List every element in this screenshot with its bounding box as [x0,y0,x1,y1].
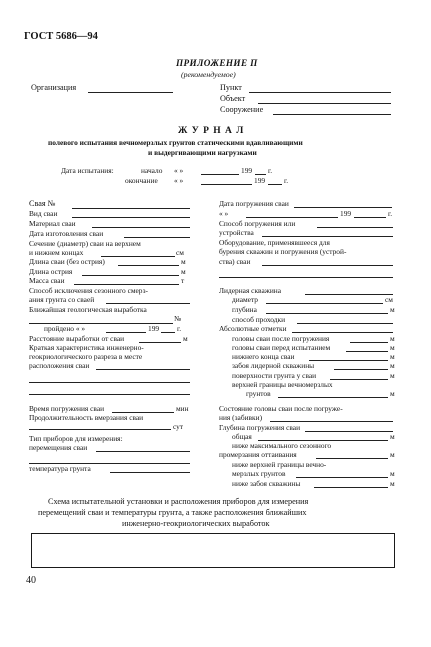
leader-diameter-unit: см [385,295,393,304]
below-upper-boundary-field[interactable] [296,477,388,478]
leader-bottom-field[interactable] [334,369,388,370]
below-well-bottom-unit: м [390,479,395,488]
drilling-method-label: способ проходки [232,315,286,324]
frost-method-label-line1: Способ исключения сезонного смерз- [29,286,148,295]
lower-end-field[interactable] [309,360,388,361]
test-start-month-field[interactable] [201,174,239,175]
well-distance-field[interactable] [139,342,181,343]
leader-well-field[interactable] [305,294,393,295]
ground-surface-field[interactable] [330,379,388,380]
test-start-date: « » [174,166,184,175]
appendix-title: ПРИЛОЖЕНИЕ П [176,58,258,68]
point-label: Пункт [220,83,242,92]
passed-year: 199 [148,324,160,333]
freezing-duration-unit: сут [173,422,184,431]
nearest-well-number-sign: № [174,314,182,323]
test-start-year-field[interactable] [255,174,266,175]
ground-surface-label: поверхности грунта у сваи [232,371,317,380]
scheme-drawing-area[interactable] [31,533,395,568]
driving-method-field-line1[interactable] [317,227,393,228]
drilling-method-field[interactable] [297,323,393,324]
manufacture-date-field[interactable] [124,237,190,238]
brief-description-field-line3[interactable] [29,394,190,395]
driving-method-field-line2[interactable] [262,236,393,237]
ground-temperature-instrument-field[interactable] [110,472,190,473]
pile-section-field[interactable] [101,256,175,257]
manufacture-date-label: Дата изготовления сваи [29,229,104,238]
head-after-driving-label: головы сваи после погружения [232,334,330,343]
below-seasonal-unit: м [390,450,395,459]
equipment-field-line2[interactable] [219,277,393,278]
thaw-layer-label: промерзания оттаивания [219,450,297,459]
test-end-month-field[interactable] [201,184,252,185]
absolute-marks-field[interactable] [292,332,393,333]
permafrost-top-field[interactable] [278,397,388,398]
head-before-test-unit: м [390,343,395,352]
driving-date-year-unit: г. [388,209,393,218]
equipment-label-line3: ства) сваи [219,257,251,266]
driving-date-month-field[interactable] [246,217,338,218]
leader-depth-field[interactable] [266,313,388,314]
equipment-field-line1[interactable] [262,265,393,266]
total-depth-unit: м [390,432,395,441]
driving-method-label-line1: Способ погружения или [219,219,296,228]
below-upper-boundary-unit: м [390,469,395,478]
leader-depth-label: глубина [232,305,257,314]
test-date-label: Дата испытания: [61,166,114,175]
scheme-caption-line1: Схема испытательной установки и расположения приборов для измерения [48,497,309,506]
test-start-year-unit: г. [268,166,273,175]
head-before-test-field[interactable] [346,351,388,352]
passed-year-unit: г. [177,324,182,333]
leader-bottom-unit: м [390,361,395,370]
driving-depth-field[interactable] [305,431,393,432]
pile-section-unit: см [176,248,184,257]
pile-length-field[interactable] [118,265,179,266]
head-after-driving-unit: м [390,334,395,343]
organization-label: Организация [31,83,77,92]
leader-diameter-field[interactable] [266,303,383,304]
frost-method-field[interactable] [106,303,190,304]
equipment-label-line2: бурения скважин и погружения (устрой- [219,247,347,256]
test-end-date: « » [174,176,184,185]
journal-description-line2: и выдергивающими нагрузками [148,148,257,157]
ground-temperature-instrument-label: температура грунта [29,464,91,473]
driving-date-day: « » [219,209,229,218]
freezing-duration-label: Продолжительность вмерзания сваи [29,413,144,422]
frost-method-label-line2: ания грунта со сваей [29,295,95,304]
test-end-year: 199 [254,176,266,185]
below-well-bottom-label: ниже забоя скважины [232,479,301,488]
driving-date-year: 199 [340,209,352,218]
driving-time-label: Время погружения сваи [29,404,105,413]
pile-mass-unit: т [181,276,185,285]
below-upper-boundary-label-line2: мерзлых грунтов [232,469,286,478]
structure-label: Сооружение [220,105,264,114]
object-label: Объект [220,94,246,103]
scheme-caption-line2: перемещений сваи и температуры грунта, а также расположения ближайших [38,508,307,517]
structure-field[interactable] [273,114,391,115]
appendix-subtitle: (рекомендуемое) [181,70,236,79]
tip-length-label: Длина острия [29,267,73,276]
test-end-year-unit: г. [284,176,289,185]
pile-mass-field[interactable] [74,284,179,285]
test-start-year: 199 [241,166,253,175]
brief-description-label-line2: геокриологического разреза в месте [29,352,143,361]
well-distance-label: Расстояние выработки от сваи [29,334,125,343]
pile-section-label-line1: Сечение (диаметр) сваи на верхнем [29,239,141,248]
absolute-marks-label: Абсолютные отметки [219,324,287,333]
passed-year-field[interactable] [161,332,175,333]
pile-length-unit: м [181,257,186,266]
leader-diameter-label: диаметр [232,295,258,304]
point-field[interactable] [249,92,391,93]
permafrost-soils-label: грунтов [246,389,271,398]
pile-mass-label: Масса сваи [29,276,65,285]
brief-description-label-line3: расположения сваи [29,361,90,370]
displacement-instrument-field[interactable] [96,451,190,452]
passed-month-field[interactable] [106,332,146,333]
well-distance-unit: м [183,334,188,343]
test-end-year-field[interactable] [268,184,282,185]
driving-date-label: Дата погружения сваи [219,199,289,208]
below-well-bottom-field[interactable] [314,487,388,488]
head-state-label-line1: Состояние головы сваи после погруже- [219,404,343,413]
driving-method-label-line2: устройства [219,228,254,237]
pile-length-label: Длина сваи (без острия) [29,257,105,266]
pile-type-field[interactable] [72,217,190,218]
leader-well-label: Лидерная скважина [219,286,282,295]
pile-type-label: Вид сваи [29,209,58,218]
brief-description-field-line1[interactable] [96,369,190,370]
test-end-label: окончание [125,176,158,185]
permafrost-top-unit: м [390,389,395,398]
journal-description-line1: полевого испытания вечномерзлых грунтов статическими вдавливающими [48,138,303,147]
driving-depth-label: Глубина погружения сваи [219,423,301,432]
displacement-instrument-label: перемещения сваи [29,443,88,452]
object-field[interactable] [258,103,391,104]
permafrost-top-label: верхней границы вечномерзлых [232,380,333,389]
tip-length-unit: м [181,267,186,276]
pile-material-field[interactable] [92,227,190,228]
brief-description-label-line1: Краткая характеристика инженерно- [29,343,144,352]
nearest-well-label: Ближайшая геологическая выработка [29,305,147,314]
driving-time-unit: мин [176,404,189,413]
brief-description-field-line2[interactable] [29,382,190,383]
pile-number-field[interactable] [72,208,190,209]
head-after-driving-field[interactable] [350,342,388,343]
lower-end-unit: м [390,352,395,361]
below-seasonal-field[interactable] [316,458,388,459]
page-number: 40 [26,575,36,586]
total-depth-label: общая [232,432,252,441]
head-before-test-label: головы сваи перед испытанием [232,343,331,352]
leader-bottom-label: забоя лидерной скважины [232,361,315,370]
test-start-label: начало [141,166,163,175]
below-upper-boundary-label-line1: ниже верхней границы вечно- [232,460,327,469]
pile-material-label: Материал сваи [29,219,76,228]
journal-title: Ж У Р Н А Л [178,126,245,136]
passed-label: пройдено « » [44,324,86,333]
head-state-label-line2: ния (забивки) [219,413,263,422]
standard-header: ГОСТ 5686—94 [24,31,98,42]
instruments-label: Тип приборов для измерения: [29,434,123,443]
organization-field[interactable] [88,92,173,93]
freezing-duration-field[interactable] [29,429,171,430]
equipment-label-line1: Оборудование, применявшееся для [219,238,330,247]
below-seasonal-label: ниже максимального сезонного [232,441,332,450]
scheme-caption-line3: инженерно-геокриологических выработок [122,519,270,528]
leader-depth-unit: м [390,305,395,314]
driving-date-field[interactable] [294,207,392,208]
pile-section-label-line2: и нижнем концах [29,248,84,257]
tip-length-field[interactable] [82,275,179,276]
lower-end-label: нижнего конца сваи [232,352,295,361]
ground-surface-unit: м [390,371,395,380]
head-state-field[interactable] [270,421,393,422]
driving-date-year-field[interactable] [354,217,386,218]
pile-number-label: Свая № [29,199,56,208]
